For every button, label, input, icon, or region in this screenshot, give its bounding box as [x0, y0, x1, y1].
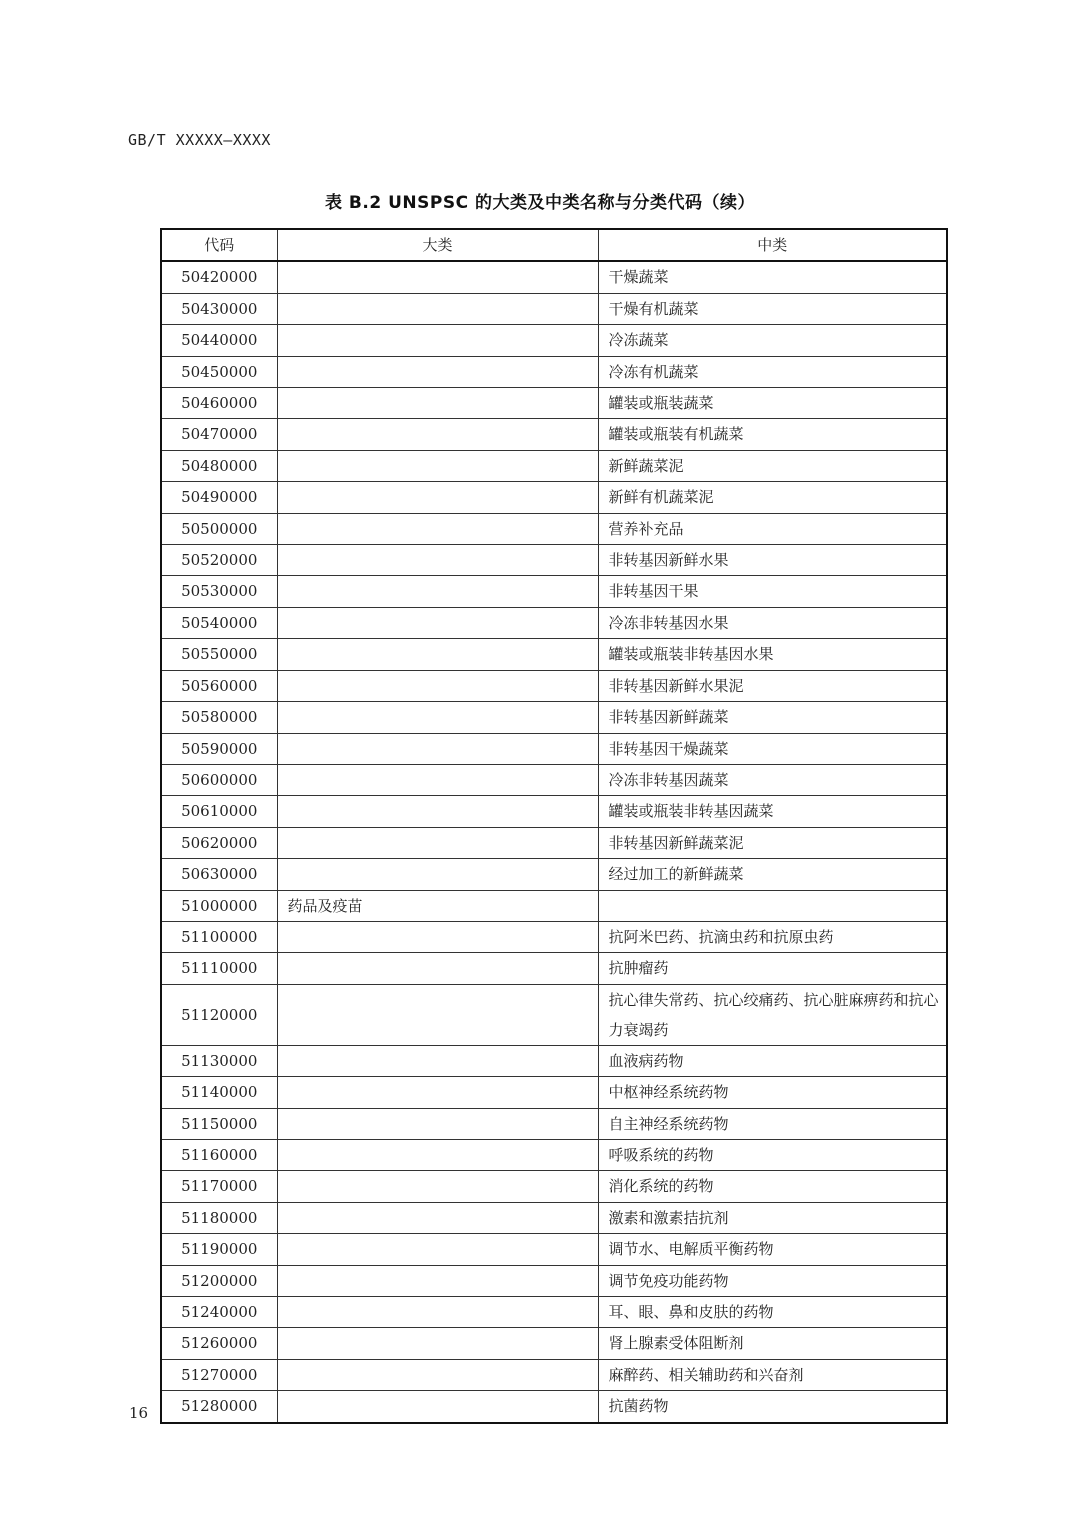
cell-code: 50440000 — [161, 325, 277, 356]
cell-major-category — [277, 639, 598, 670]
table-row — [161, 1265, 947, 1296]
table-row — [161, 1045, 947, 1076]
cell-mid-category: 肾上腺素受体阻断剂 — [598, 1328, 947, 1359]
cell-major-category — [277, 325, 598, 356]
cell-code: 50420000 — [161, 261, 277, 293]
cell-major-category — [277, 1171, 598, 1202]
cell-code: 50620000 — [161, 827, 277, 858]
cell-mid-category: 中枢神经系统药物 — [598, 1077, 947, 1108]
cell-major-category — [277, 1045, 598, 1076]
cell-mid-category: 经过加工的新鲜蔬菜 — [598, 859, 947, 890]
cell-mid-category: 冷冻非转基因蔬菜 — [598, 764, 947, 795]
table-row — [161, 1359, 947, 1390]
table-row — [161, 419, 947, 450]
header-code: 代码 — [161, 229, 277, 261]
cell-code: 50610000 — [161, 796, 277, 827]
cell-mid-category: 罐装或瓶装有机蔬菜 — [598, 419, 947, 450]
cell-major-category — [277, 1391, 598, 1423]
table-row — [161, 764, 947, 795]
table-row — [161, 356, 947, 387]
cell-code: 50450000 — [161, 356, 277, 387]
cell-major-category — [277, 733, 598, 764]
table-row — [161, 984, 947, 1045]
cell-major-category — [277, 1359, 598, 1390]
cell-code: 50600000 — [161, 764, 277, 795]
cell-code: 51140000 — [161, 1077, 277, 1108]
table-row — [161, 1391, 947, 1423]
cell-mid-category: 耳、眼、鼻和皮肤的药物 — [598, 1297, 947, 1328]
cell-mid-category: 冷冻非转基因水果 — [598, 607, 947, 638]
cell-major-category — [277, 953, 598, 984]
table-row — [161, 450, 947, 481]
cell-mid-category — [598, 890, 947, 921]
cell-code: 50470000 — [161, 419, 277, 450]
cell-mid-category: 干燥有机蔬菜 — [598, 293, 947, 324]
cell-major-category: 药品及疫苗 — [277, 890, 598, 921]
cell-major-category — [277, 513, 598, 544]
cell-mid-category: 新鲜蔬菜泥 — [598, 450, 947, 481]
cell-mid-category: 麻醉药、相关辅助药和兴奋剂 — [598, 1359, 947, 1390]
cell-major-category — [277, 827, 598, 858]
cell-major-category — [277, 1328, 598, 1359]
cell-mid-category: 自主神经系统药物 — [598, 1108, 947, 1139]
cell-major-category — [277, 859, 598, 890]
table-row — [161, 1108, 947, 1139]
cell-major-category — [277, 1297, 598, 1328]
page-number: 16 — [129, 1404, 149, 1422]
table-row — [161, 325, 947, 356]
cell-major-category — [277, 1077, 598, 1108]
cell-code: 50550000 — [161, 639, 277, 670]
cell-major-category — [277, 1265, 598, 1296]
cell-code: 51170000 — [161, 1171, 277, 1202]
table-row — [161, 1234, 947, 1265]
cell-mid-category: 非转基因干果 — [598, 576, 947, 607]
table-row — [161, 482, 947, 513]
cell-mid-category: 调节免疫功能药物 — [598, 1265, 947, 1296]
table-row — [161, 293, 947, 324]
cell-mid-category: 抗心律失常药、抗心绞痛药、抗心脏麻痹药和抗心力衰竭药 — [598, 984, 947, 1045]
cell-code: 50630000 — [161, 859, 277, 890]
cell-major-category — [277, 356, 598, 387]
cell-mid-category: 罐装或瓶装蔬菜 — [598, 388, 947, 419]
table-row — [161, 953, 947, 984]
cell-major-category — [277, 984, 598, 1045]
header-mid-category: 中类 — [598, 229, 947, 261]
cell-mid-category: 非转基因新鲜蔬菜 — [598, 702, 947, 733]
cell-code: 51120000 — [161, 984, 277, 1045]
table-row — [161, 607, 947, 638]
cell-mid-category: 罐装或瓶装非转基因水果 — [598, 639, 947, 670]
table-row — [161, 890, 947, 921]
cell-mid-category: 冷冻蔬菜 — [598, 325, 947, 356]
cell-code: 51260000 — [161, 1328, 277, 1359]
cell-mid-category: 非转基因新鲜水果 — [598, 545, 947, 576]
table-row — [161, 1297, 947, 1328]
table-row — [161, 1171, 947, 1202]
table-row — [161, 388, 947, 419]
classification-table — [160, 228, 948, 1424]
cell-code: 50580000 — [161, 702, 277, 733]
cell-mid-category: 消化系统的药物 — [598, 1171, 947, 1202]
cell-code: 51110000 — [161, 953, 277, 984]
cell-code: 51240000 — [161, 1297, 277, 1328]
table-row — [161, 670, 947, 701]
cell-major-category — [277, 482, 598, 513]
table-row — [161, 576, 947, 607]
table-row — [161, 1202, 947, 1233]
cell-major-category — [277, 545, 598, 576]
cell-code: 51100000 — [161, 921, 277, 952]
cell-mid-category: 调节水、电解质平衡药物 — [598, 1234, 947, 1265]
table-row — [161, 702, 947, 733]
cell-mid-category: 血液病药物 — [598, 1045, 947, 1076]
cell-major-category — [277, 1139, 598, 1170]
cell-mid-category: 抗阿米巴药、抗滴虫药和抗原虫药 — [598, 921, 947, 952]
cell-major-category — [277, 261, 598, 293]
cell-code: 50540000 — [161, 607, 277, 638]
table-row — [161, 827, 947, 858]
cell-code: 50430000 — [161, 293, 277, 324]
table-row — [161, 921, 947, 952]
cell-code: 50460000 — [161, 388, 277, 419]
cell-mid-category: 非转基因干燥蔬菜 — [598, 733, 947, 764]
cell-code: 50500000 — [161, 513, 277, 544]
table-row — [161, 733, 947, 764]
cell-mid-category: 激素和激素拮抗剂 — [598, 1202, 947, 1233]
cell-code: 50520000 — [161, 545, 277, 576]
cell-code: 51280000 — [161, 1391, 277, 1423]
cell-major-category — [277, 1202, 598, 1233]
cell-code: 50530000 — [161, 576, 277, 607]
cell-major-category — [277, 1234, 598, 1265]
table-row — [161, 1077, 947, 1108]
cell-major-category — [277, 607, 598, 638]
cell-code: 51200000 — [161, 1265, 277, 1296]
table-row — [161, 796, 947, 827]
cell-code: 51180000 — [161, 1202, 277, 1233]
cell-code: 50480000 — [161, 450, 277, 481]
table-caption: 表 B.2 UNSPSC 的大类及中类名称与分类代码（续） — [325, 193, 755, 213]
table-row — [161, 1328, 947, 1359]
table-row — [161, 859, 947, 890]
cell-mid-category: 冷冻有机蔬菜 — [598, 356, 947, 387]
header-major-category: 大类 — [277, 229, 598, 261]
cell-mid-category: 非转基因新鲜水果泥 — [598, 670, 947, 701]
cell-mid-category: 非转基因新鲜蔬菜泥 — [598, 827, 947, 858]
cell-major-category — [277, 576, 598, 607]
cell-mid-category: 抗菌药物 — [598, 1391, 947, 1423]
cell-code: 51160000 — [161, 1139, 277, 1170]
cell-major-category — [277, 1108, 598, 1139]
standard-number-header: GB/T XXXXX—XXXX — [128, 131, 271, 149]
table-row — [161, 639, 947, 670]
cell-code: 51190000 — [161, 1234, 277, 1265]
cell-code: 51130000 — [161, 1045, 277, 1076]
table-row — [161, 261, 947, 293]
cell-code: 50490000 — [161, 482, 277, 513]
table-row — [161, 545, 947, 576]
cell-major-category — [277, 764, 598, 795]
table-row — [161, 1139, 947, 1170]
table-body — [161, 261, 947, 1422]
cell-code: 50590000 — [161, 733, 277, 764]
cell-mid-category: 罐装或瓶装非转基因蔬菜 — [598, 796, 947, 827]
table-header-row — [161, 229, 947, 261]
cell-mid-category: 新鲜有机蔬菜泥 — [598, 482, 947, 513]
cell-major-category — [277, 670, 598, 701]
cell-code: 50560000 — [161, 670, 277, 701]
cell-mid-category: 营养补充品 — [598, 513, 947, 544]
cell-major-category — [277, 293, 598, 324]
cell-code: 51150000 — [161, 1108, 277, 1139]
table-row — [161, 513, 947, 544]
cell-major-category — [277, 921, 598, 952]
cell-mid-category: 干燥蔬菜 — [598, 261, 947, 293]
cell-mid-category: 抗肿瘤药 — [598, 953, 947, 984]
cell-code: 51270000 — [161, 1359, 277, 1390]
cell-code: 51000000 — [161, 890, 277, 921]
cell-major-category — [277, 702, 598, 733]
cell-major-category — [277, 796, 598, 827]
cell-major-category — [277, 419, 598, 450]
cell-mid-category: 呼吸系统的药物 — [598, 1139, 947, 1170]
cell-major-category — [277, 450, 598, 481]
cell-major-category — [277, 388, 598, 419]
